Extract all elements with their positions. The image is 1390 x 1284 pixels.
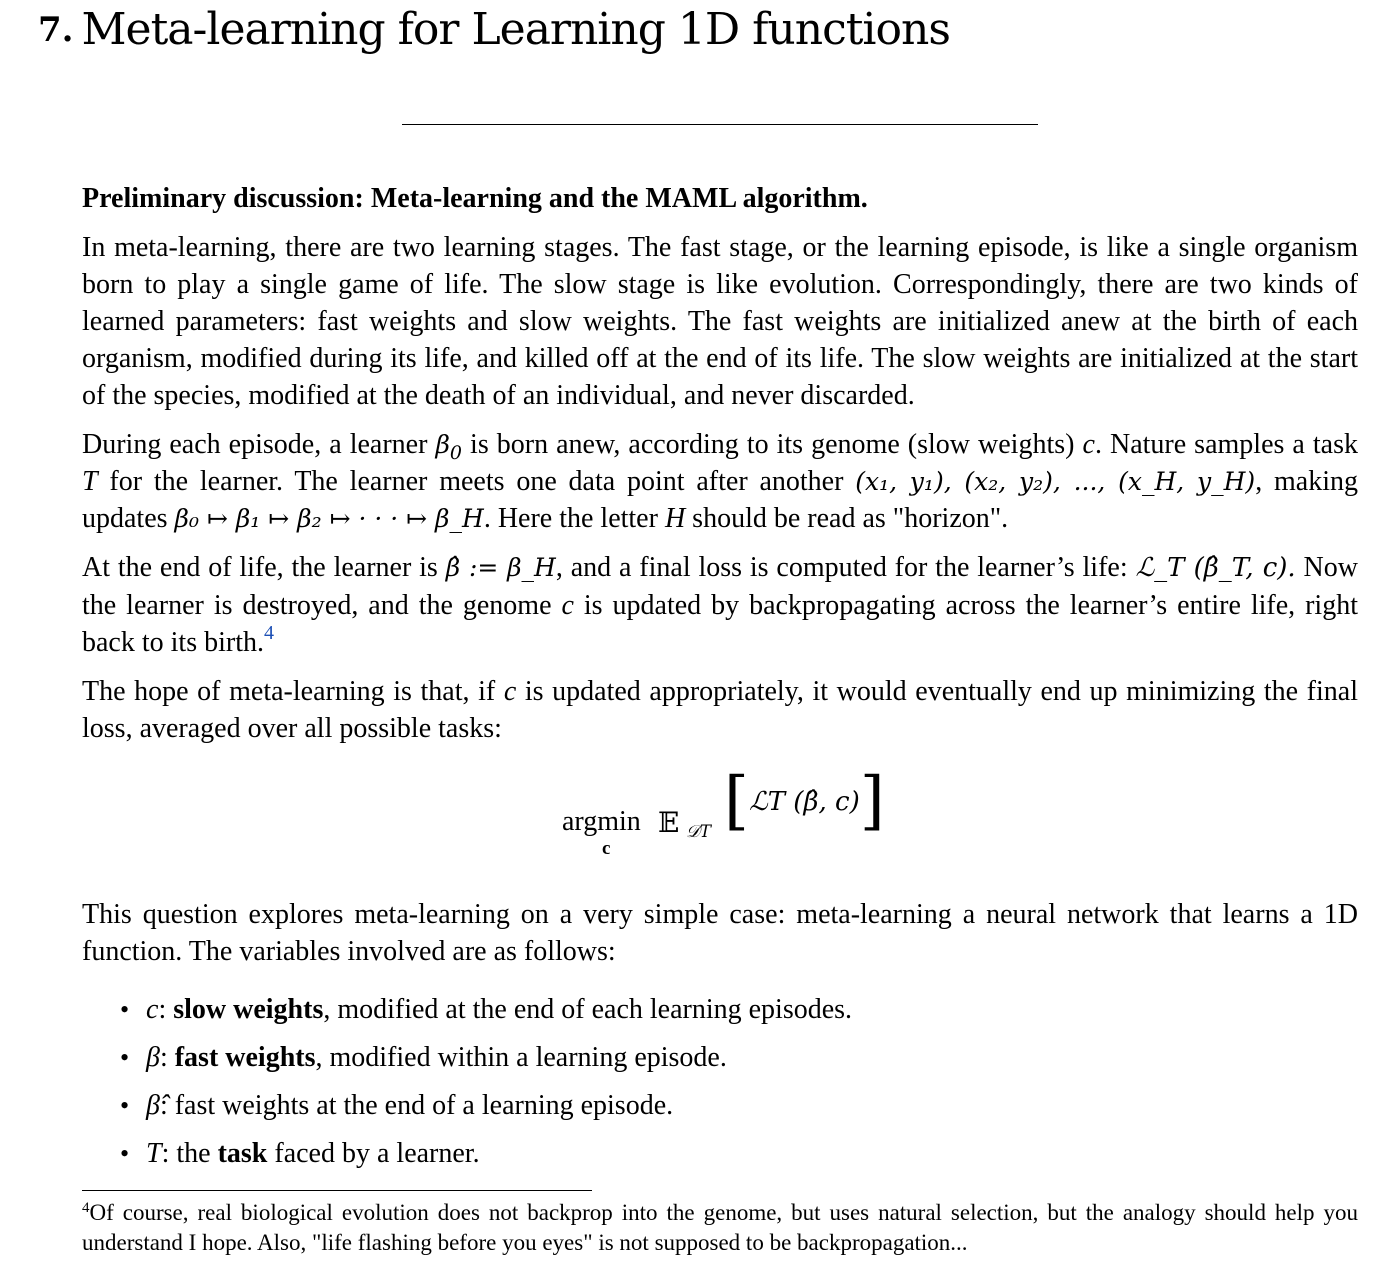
paragraph-episode: [82, 426, 1358, 537]
paragraph-hope: [82, 673, 1358, 747]
section-title: [38, 4, 950, 55]
math-loss-expression: ℒ_T (β̂_T, c).: [1135, 553, 1296, 583]
math-c-genome: c: [561, 590, 574, 621]
p2-text-e: , making updates: [82, 466, 1358, 534]
p3-text-b: , and a final loss is computed for the learner’s life:: [555, 552, 1136, 583]
footnote-divider: [82, 1190, 592, 1191]
p2-text-g: should be read as "horizon".: [685, 503, 1009, 534]
math-H: H: [664, 503, 686, 534]
math-beta0: $\beta_0$: [435, 430, 462, 464]
bullet-icon: •: [120, 1091, 130, 1120]
math-c-hope: c: [503, 676, 517, 707]
bullet-icon: •: [120, 995, 130, 1024]
list-item: • T: the task faced by a learner.: [82, 1134, 1358, 1182]
footnote: [82, 1198, 1358, 1258]
footnote-text: Of course, real biological evolution does not backprop into the genome, but uses natural selection, but the analogy should help you understand I hope. Also, "life flashing before you eyes" is not supposed to be backpropagation...: [82, 1200, 1358, 1255]
equation-argmin-subscript: c: [602, 838, 611, 859]
math-data-points: (x₁, y₁), (x₂, y₂), ..., (x_H, y_H): [855, 467, 1256, 496]
math-c: c: [1082, 429, 1095, 460]
list-item: • β: fast weights, modified within a learning episode.: [82, 1038, 1358, 1086]
list-item: • c: slow weights, modified at the end of each learning episodes.: [82, 990, 1358, 1038]
discussion-heading: Preliminary discussion: Meta-learning and the MAML algorithm.: [82, 183, 868, 214]
section-title-text: Meta-learning for Learning 1D functions: [81, 4, 950, 55]
p3-text-c: Now the learner is destroyed, and the genome: [82, 552, 1358, 621]
math-final-assign: β̂ := β_H: [445, 553, 556, 582]
variable-list: [82, 990, 1358, 1182]
math-update-chain: β₀ ↦ β₁ ↦ β₂ ↦ · · · ↦ β_H: [174, 504, 484, 533]
p3-text-a: At the end of life, the learner is: [82, 552, 446, 583]
equation-expectation-subscript: 𝒟T: [686, 822, 711, 842]
equation-expectation: 𝔼: [658, 806, 680, 839]
p2-text-c: . Nature samples a task: [1094, 429, 1358, 460]
p4-text-a: The hope of meta-learning is that, if: [82, 676, 504, 707]
p2-text-b: is born anew, according to its genome (slow weights): [462, 429, 1083, 460]
p2-text-a: During each episode, a learner: [82, 429, 436, 460]
paragraph-stages: In meta-learning, there are two learning stages. The fast stage, or the learning episode, is like a single organism born to play a single game of life. The slow stage is like evolution. Correspondingly, there are two kinds of learned parameters: fast weights and slow weights. The fast weights are initialized anew at the birth of each organism, modified during its life, and killed off at the end of its life. The slow weights are initialized at the start of the species, modified at the death of an individual, and never discarded.: [82, 232, 1358, 411]
math-T: T: [82, 466, 98, 497]
equation-argmin: argmin: [562, 806, 641, 837]
section-number: 7.: [38, 10, 74, 50]
main-content: [82, 180, 1358, 759]
p4-text-b: is updated appropriately, it would eventually end up minimizing the final loss, averaged over all possible tasks:: [82, 676, 1358, 744]
paragraph-final-loss: [82, 549, 1358, 661]
list-item: • β̂: fast weights at the end of a learning episode.: [82, 1086, 1358, 1134]
bullet-icon: •: [120, 1043, 130, 1072]
footnote-reference[interactable]: 4: [263, 622, 274, 644]
p2-text-f: . Here the letter: [483, 503, 665, 534]
title-divider: [402, 124, 1038, 125]
p2-text-d: for the learner. The learner meets one data point after another: [97, 466, 856, 497]
p3-text-d: is updated by backpropagating across the learner’s entire life, right back to its birth.: [82, 590, 1358, 658]
equation-loss-body: [ℒT (β̂, c)]: [724, 764, 885, 838]
explore-content: [82, 896, 1358, 1169]
footnote-mark: 4: [82, 1200, 90, 1216]
paragraph-explore: This question explores meta-learning on a very simple case: meta-learning a neural network that learns a 1D function. The variables involved are as follows:: [82, 899, 1358, 967]
bullet-icon: •: [120, 1139, 130, 1168]
